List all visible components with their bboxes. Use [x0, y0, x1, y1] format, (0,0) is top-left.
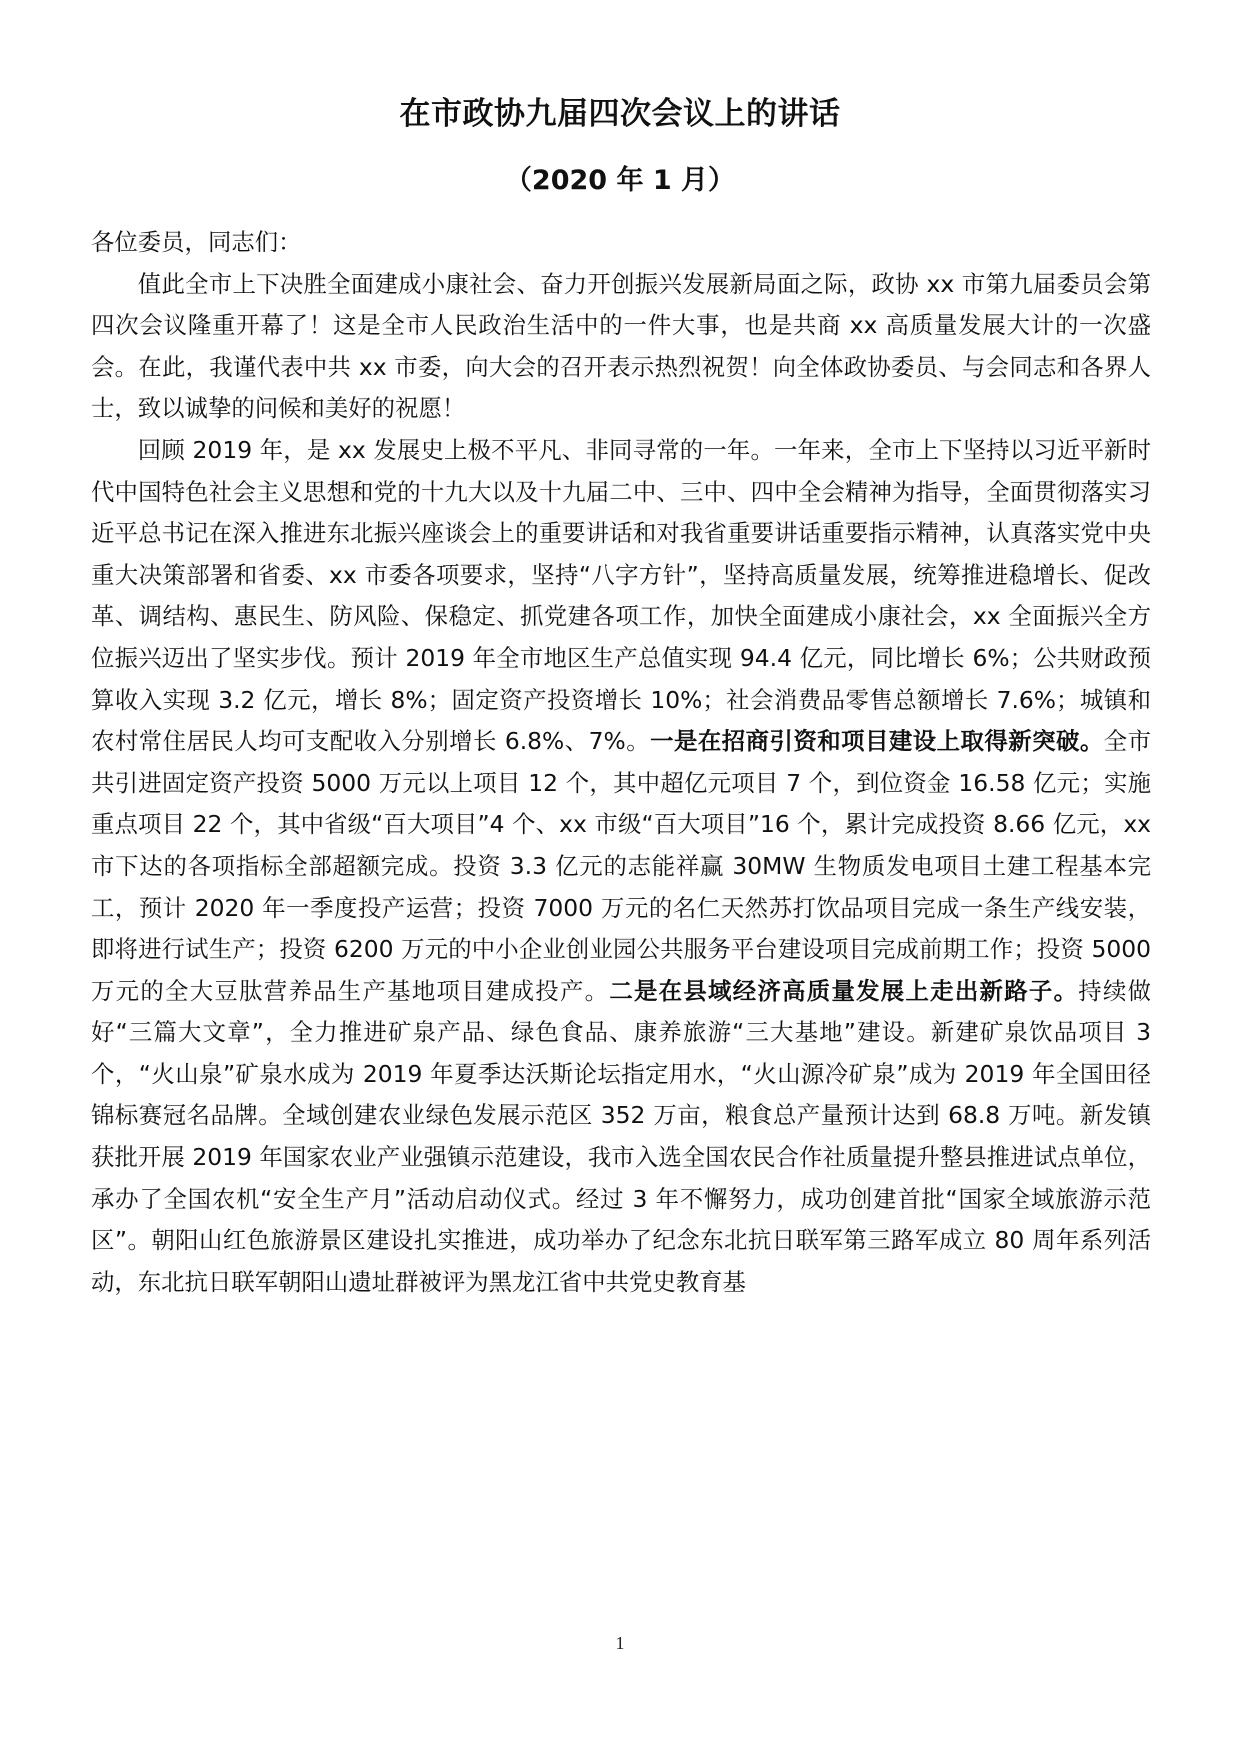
document-body [91, 222, 1151, 1303]
highlight-county-economy: 二是在县域经济高质量发展上走出新路子。 [609, 976, 1079, 1005]
paragraph-review-text-2: 全市共引进固定资产投资 5000 万元以上项目 12 个，其中超亿元项目 7 个，到位资金 16.58 亿元；实施重点项目 22 个，其中省级“百大项目”4 个、xx 市级“百大项目”16 个，累计完成投资 8.66 亿元，xx 市下达的各项指标全部超额完成。投资 3.3 亿元的志能祥赢 30MW 生物质发电项目土建工程基本完工，预计 2020 年一季度投产运营；投资 7000 万元的名仁天然苏打饮品项目完成一条生产线安装，即将进行试生产；投资 6200 万元的中小企业创业园公共服务平台建设项目完成前期工作；投资 5000 万元的全大豆肽营养品生产基地项目建成投产。 [91, 727, 1152, 1005]
paragraph-review-text-3: 持续做好“三篇大文章”，全力推进矿泉产品、绿色食品、康养旅游“三大基地”建设。新建矿泉饮品项目 3 个，“火山泉”矿泉水成为 2019 年夏季达沃斯论坛指定用水，“火山源冷矿泉”成为 2019 年全国田径锦标赛冠名品牌。全域创建农业绿色发展示范区 352 万亩，粮食总产量预计达到 68.8 万吨。新发镇获批开展 2019 年国家农业产业强镇示范建设，我市入选全国农民合作社质量提升整县推进试点单位，承办了全国农机“安全生产月”活动启动仪式。经过 3 年不懈努力，成功创建首批“国家全域旅游示范区”。朝阳山红色旅游景区建设扎实推进，成功举办了纪念东北抗日联军第三路军成立 80 周年系列活动，东北抗日联军朝阳山遗址群被评为黑龙江省中共党史教育基 [91, 976, 1152, 1296]
date-subtitle: （2020 年 1 月） [504, 165, 736, 196]
highlight-investment: 一是在招商引资和项目建设上取得新突破。 [650, 727, 1104, 756]
page-title: 在市政协九届四次会议上的讲话 [399, 96, 841, 132]
salutation: 各位委员，同志们： [91, 228, 302, 256]
paragraph-review-text-1: 回顾 2019 年，是 xx 发展史上极不平凡、非同寻常的一年。一年来，全市上下坚持以习近平新时代中国特色社会主义思想和党的十九大以及十九届二中、三中、四中全会精神为指导，全面贯彻落实习近平总书记在深入推进东北振兴座谈会上的重要讲话和对我省重要讲话重要指示精神，认真落实党中央重大决策部署和省委、xx 市委各项要求，坚持“八字方针”，坚持高质量发展，统筹推进稳增长、促改革、调结构、惠民生、防风险、保稳定、抓党建各项工作，加快全面建成小康社会，xx 全面振兴全方位振兴迈出了坚实步伐。预计 2019 年全市地区生产总值实现 94.4 亿元，同比增长 6%；公共财政预算收入实现 3.2 亿元，增长 8%；固定资产投资增长 10%；社会消费品零售总额增长 7.6%；城镇和农村常住居民人均可支配收入分别增长 6.8%、7%。 [91, 435, 1151, 756]
paragraph-review [91, 430, 1151, 1303]
page-number: 1 [615, 1633, 625, 1653]
paragraph-opening: 值此全市上下决胜全面建成小康社会、奋力开创振兴发展新局面之际，政协 xx 市第九届委员会第四次会议隆重开幕了！这是全市人民政治生活中的一件大事，也是共商 xx 高质量发展大计的一次盛会。在此，我谨代表中共 xx 市委，向大会的召开表示热烈祝贺！向全体政协委员、与会同志和各界人士，致以诚挚的问候和美好的祝愿！ [91, 269, 1151, 423]
